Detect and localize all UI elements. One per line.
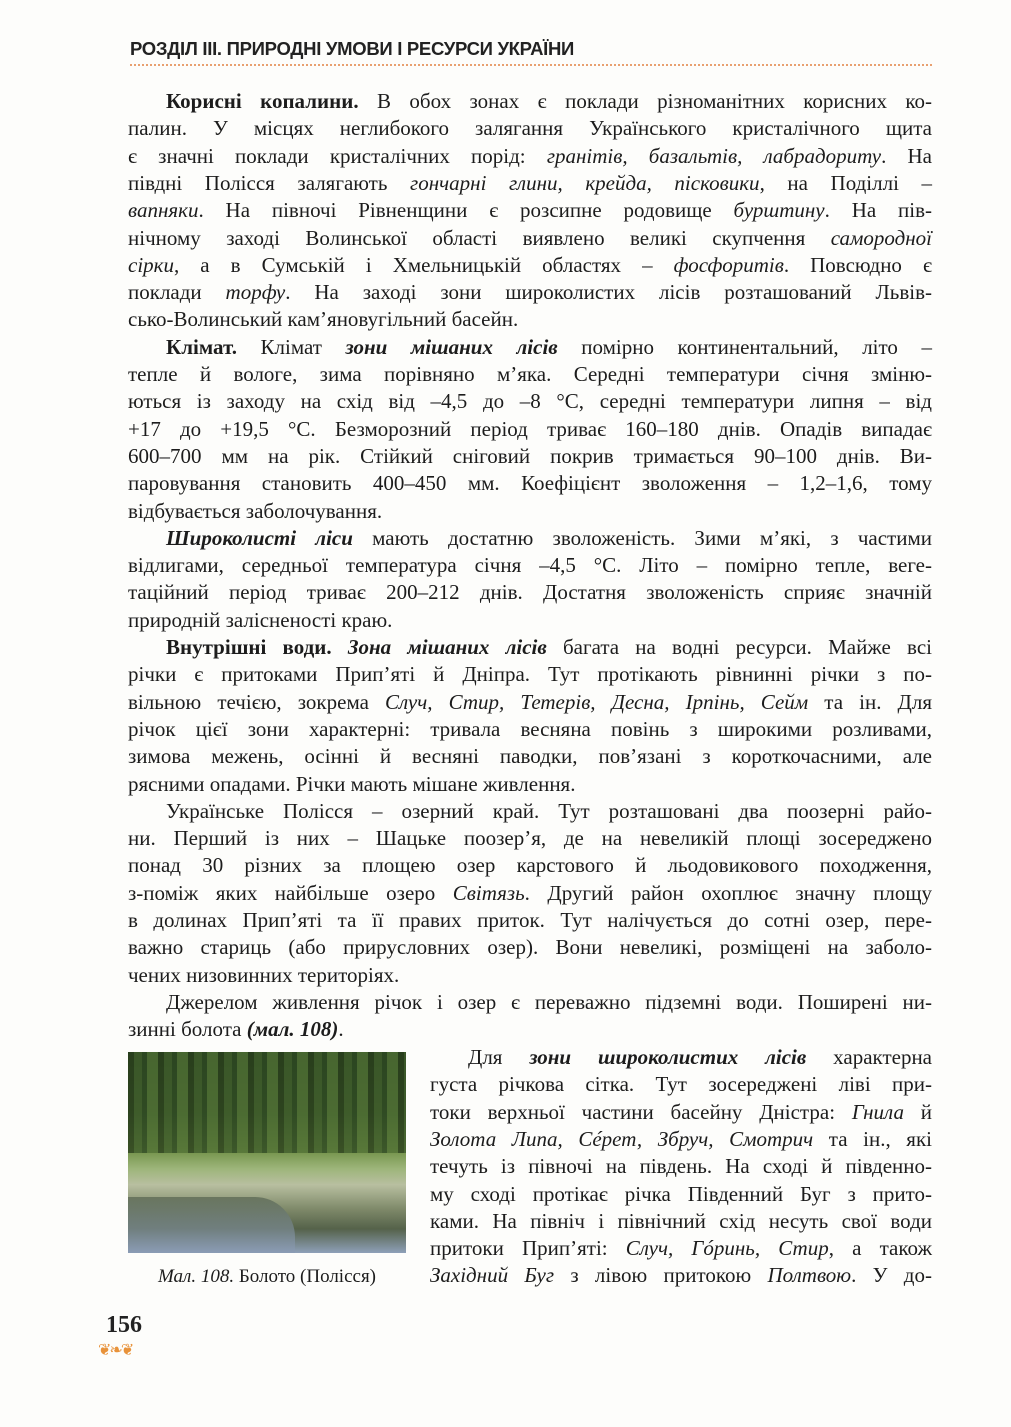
text-segment: Українське Полісся – озерний край. Тут розташовані два поозерні райо- [166, 798, 932, 823]
text-segment: помірно континентальний, літо – [557, 334, 932, 359]
text-segment: , а в Сумській і Хмельницькій областях – [173, 252, 674, 277]
water-area [128, 1197, 295, 1253]
text-segment: притоки Прип’яті: [430, 1236, 626, 1261]
text-line [128, 170, 932, 197]
text-line [128, 689, 932, 716]
text-segment: Джерелом живлення річок і озер є переважно підземні води. Поширені ни- [166, 989, 932, 1014]
text-line [128, 825, 932, 852]
figure-text: Болото (Полісся) [234, 1266, 377, 1287]
text-line [166, 525, 932, 552]
text-line [430, 1208, 932, 1235]
text-segment: ни. Перший із них – Шацьке поозер’я, де на невеликій площі зосереджено [128, 826, 932, 851]
text-line [430, 1126, 932, 1153]
page-number: 156 [106, 1312, 142, 1338]
text-line [128, 361, 932, 388]
header-divider [130, 64, 932, 66]
text-line [468, 1044, 932, 1071]
text-segment: тепле й вологе, зима порівняно м’яка. Середні температури січня зміню- [128, 362, 932, 386]
text-line [128, 388, 932, 415]
text-line [128, 579, 932, 606]
text-segment: . На півночі Рівненщини є розсипне родовище [198, 198, 734, 223]
text-segment: Полтвою [767, 1263, 852, 1288]
forest-area [128, 1052, 406, 1153]
text-line [128, 1016, 932, 1043]
text-segment: Широколисті ліси [166, 525, 353, 550]
text-line [430, 1153, 932, 1180]
text-line [128, 498, 932, 525]
text-segment: зинні болота [128, 1017, 247, 1042]
text-segment: зони широколистих лісів [529, 1045, 807, 1069]
text-segment: . [338, 1017, 344, 1042]
text-segment: торфу [225, 280, 286, 305]
text-segment: Клімат. [166, 334, 237, 359]
text-line [128, 880, 932, 907]
text-segment: понад 30 різних за площею озер карстового й льодовикового походження, [128, 853, 932, 878]
text-segment: . У до- [851, 1263, 932, 1288]
text-segment: мають достатню зволоженість. Зими м’які, з частими [352, 525, 933, 550]
text-segment: багата на водні ресурси. Майже всі [546, 635, 933, 659]
text-segment: таційний період триває 200–212 днів. Достатня зволоженість сприяє значній [128, 580, 932, 605]
text-line [128, 416, 932, 443]
text-segment: Для [468, 1045, 530, 1069]
text-segment: відбувається заболочування. [128, 498, 383, 523]
text-line [128, 115, 932, 142]
text-segment: му сході протікає річка Південний Буг з прито- [430, 1181, 932, 1206]
text-line [128, 470, 932, 497]
page-ornament-icon: ❦❧❦ [98, 1342, 133, 1359]
text-segment: Зона мішаних лісів [347, 635, 547, 659]
text-segment: густа річкова сітка. Тут зосереджені ліві при- [430, 1072, 932, 1097]
text-segment: самородної [830, 225, 932, 250]
text-line [128, 443, 932, 470]
text-line [166, 88, 932, 115]
text-segment: 600–700 мм на рік. Стійкий сніговий покрив тримається 90–100 днів. Ви- [128, 443, 932, 468]
text-segment: вапняки [128, 198, 199, 223]
figure-label: Мал. 108. [157, 1266, 235, 1287]
text-segment: +17 до +19,5 °С. Безморозний період триває 160–180 днів. Опадів випадає [128, 416, 932, 441]
text-line [128, 852, 932, 879]
text-segment: . Другий район охоплює значну площу [524, 880, 933, 905]
text-segment: та ін. Для [808, 689, 933, 714]
text-line [166, 634, 932, 661]
text-segment: зони мішаних лісів [345, 334, 558, 359]
text-segment: півдні Полісся залягають [128, 170, 411, 195]
text-segment: . Повсюдно є [783, 252, 932, 277]
text-line [128, 552, 932, 579]
text-segment: . На заході зони широколистих лісів розташований Львів- [285, 280, 932, 305]
text-line [430, 1262, 932, 1289]
text-segment: Західний Буг [430, 1263, 555, 1288]
text-segment: паровування становить 400–450 мм. Коефіцієнт зволоження – 1,2–1,6, тому [128, 471, 932, 496]
text-segment: нічному заході Волинської області виявлено великі скупчення [128, 225, 831, 250]
text-segment: . На [881, 143, 932, 168]
text-line [128, 661, 932, 688]
text-line [166, 798, 932, 825]
text-segment: , на Поділлі – [759, 170, 933, 195]
text-line [128, 306, 932, 333]
text-segment: В обох зонах є поклади різноманітних корисних ко- [358, 89, 932, 113]
text-line [166, 334, 932, 361]
text-segment: Золота Липа, Сéрет, Збруч, Смотрич [430, 1126, 814, 1151]
text-line [128, 279, 932, 306]
text-line [430, 1235, 932, 1262]
text-segment: ками. На північ і північний схід несуть свої води [430, 1208, 932, 1233]
text-segment: течуть із півночі на південь. На сході й південно- [430, 1154, 932, 1179]
text-segment: відлигами, середньої температура січня –4,5 °С. Літо – помірно тепле, веге- [128, 553, 932, 578]
text-line [128, 743, 932, 770]
text-segment: бурштину [733, 198, 825, 223]
chapter-header: РОЗДІЛ ІІІ. ПРИРОДНІ УМОВИ І РЕСУРСИ УКРАЇНИ [130, 38, 575, 59]
text-segment: вільною течією, зокрема [128, 689, 386, 714]
text-line [430, 1181, 932, 1208]
text-line [128, 197, 932, 224]
text-segment: рясними опадами. Річки мають мішане живлення. [128, 771, 576, 796]
text-segment: природній залісненості краю. [128, 607, 393, 632]
text-line [430, 1099, 932, 1126]
text-segment: чених низовинних територіях. [128, 962, 400, 987]
text-segment [332, 635, 348, 659]
text-segment: сько-Волинський кам’яновугільний басейн. [128, 307, 519, 332]
text-segment: зимова межень, осінні й весняні паводки, пов’язані з короткочасними, але [128, 744, 932, 769]
text-line [128, 771, 932, 798]
text-segment: гончарні глини, крейда, пісковики [410, 170, 760, 195]
text-segment: Клімат [236, 334, 346, 359]
swamp-photo [128, 1052, 406, 1253]
text-segment: сірки [128, 252, 174, 277]
text-segment: в долинах Прип’яті та її правих приток. Тут налічується до сотні озер, пере- [128, 908, 932, 932]
text-segment: ються із заходу на схід від –4,5 до –8 °С, середні температури липня – від [128, 389, 932, 414]
text-line [128, 907, 932, 934]
text-line [128, 225, 932, 252]
text-segment: річок цієї зони характерні: тривала весняна повінь з широкими розливами, [128, 716, 932, 741]
text-segment: (мал. 108) [246, 1017, 339, 1042]
text-segment: характерна [806, 1045, 932, 1069]
text-segment: Внутрішні води. [166, 635, 332, 659]
figure-caption [128, 1266, 406, 1288]
text-line [128, 252, 932, 279]
text-segment: Світязь [452, 880, 525, 905]
text-segment: з лівою притокою [554, 1263, 768, 1288]
text-segment: гранітів, базальтів, лабрадориту [546, 143, 882, 168]
text-segment: з-поміж яких найбільше озеро [128, 880, 453, 905]
text-line [128, 962, 932, 989]
text-segment: . На пів- [824, 198, 932, 223]
text-segment: , а також [828, 1236, 932, 1261]
text-segment: Гнила [851, 1099, 904, 1124]
text-segment: Случ, Гóринь, Стир [625, 1236, 829, 1261]
text-line [128, 934, 932, 961]
text-segment: Случ, Стир, Тетерів, Десна, Ірпінь, Сейм [385, 689, 809, 714]
text-segment: важно стариць (або прирусловних озер). Вони невеликі, розміщені на заболо- [128, 935, 932, 960]
text-segment: та ін., які [813, 1126, 933, 1151]
text-line [128, 716, 932, 743]
text-line [166, 989, 932, 1016]
text-segment: Корисні копалини. [166, 89, 359, 113]
text-segment: палин. У місцях неглибокого залягання Українського кристалічного щита [128, 116, 932, 141]
text-line [128, 607, 932, 634]
text-segment: й [903, 1099, 932, 1124]
text-segment: є значні поклади кристалічних порід: [128, 143, 547, 168]
text-line [430, 1071, 932, 1098]
text-segment: фосфоритів [673, 252, 784, 277]
text-segment: річки є притоками Прип’яті й Дніпра. Тут протікають рівнинні річки з по- [128, 662, 932, 687]
text-segment: поклади [128, 280, 226, 305]
text-line [128, 143, 932, 170]
text-segment: токи верхньої частини басейну Дністра: [430, 1099, 852, 1124]
